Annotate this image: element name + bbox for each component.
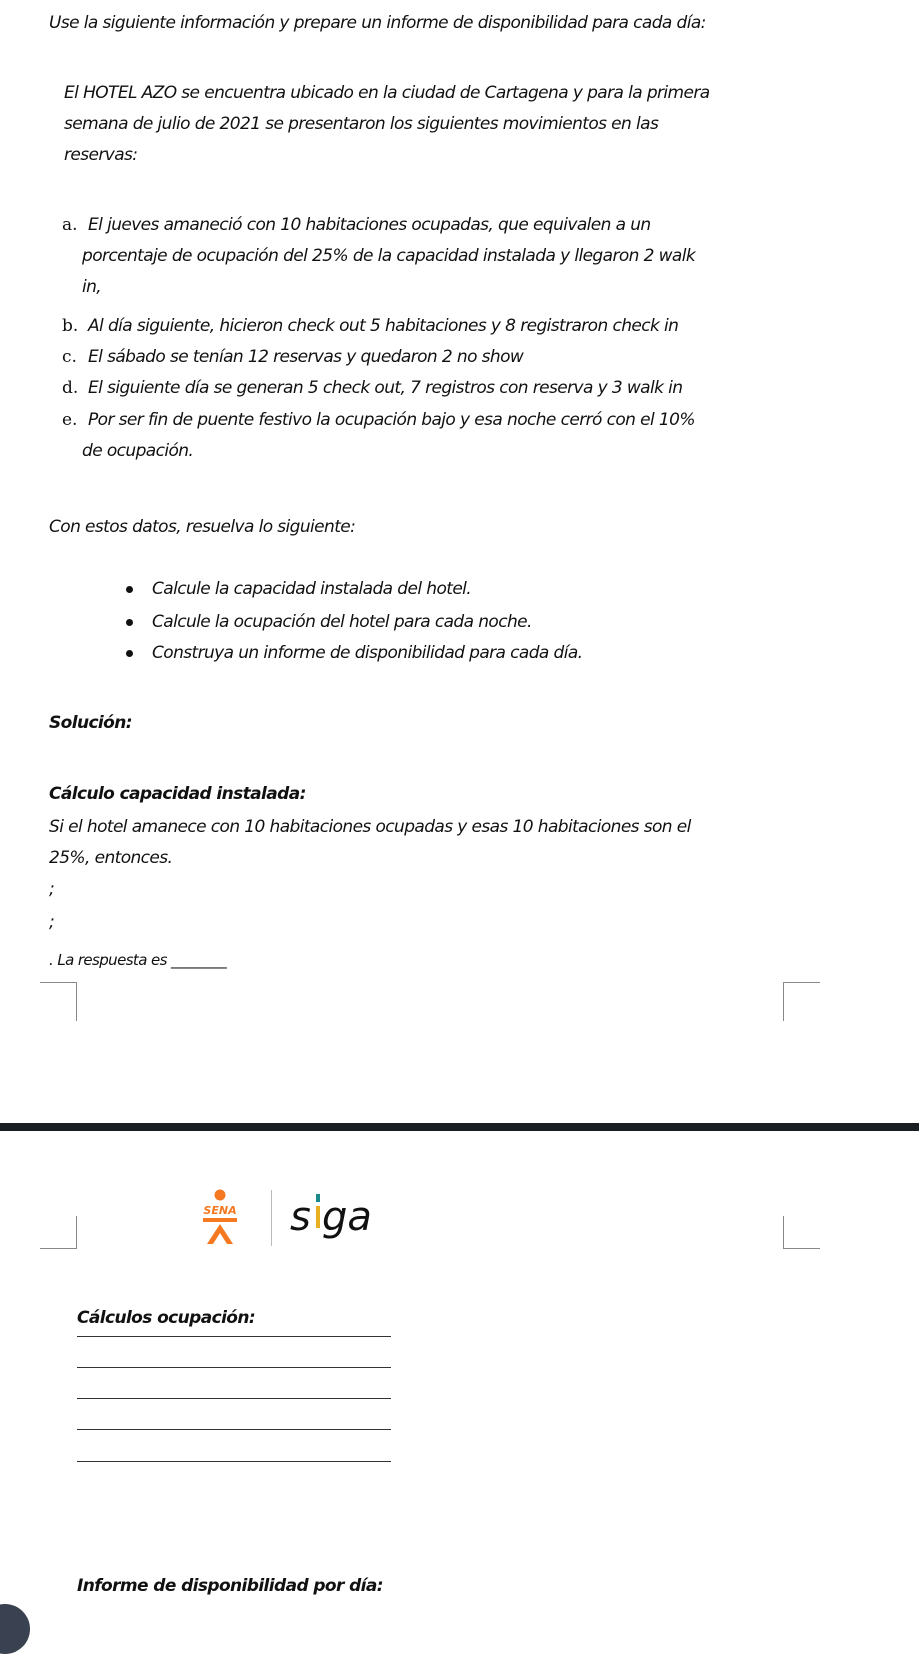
answer-line: . La respuesta es ________ [49,951,227,969]
task-item: Construya un informe de disponibilidad para cada día. [152,643,583,663]
item-letter: a. [62,215,78,235]
item-text: Al día siguiente, hicieron check out 5 habitaciones y 8 registraron check in [88,316,679,336]
item-text: in, [82,277,102,297]
logo-divider [271,1190,272,1246]
crop-mark [783,982,820,1021]
bullet-icon [126,619,133,626]
page-break [0,1123,919,1131]
context-line: semana de julio de 2021 se presentaron los siguientes movimientos en las [64,114,659,134]
occupancy-heading: Cálculos ocupación: [77,1308,256,1328]
task-item: Calcule la ocupación del hotel para cada noche. [152,612,532,632]
item-letter: b. [62,316,79,336]
blank-line[interactable] [77,1461,391,1462]
crop-mark [40,1216,77,1249]
blank-line[interactable] [77,1336,391,1337]
item-text: de ocupación. [82,441,194,461]
item-text: porcentaje de ocupación del 25% de la capacidad instalada y llegaron 2 walk [82,246,696,266]
crop-mark [783,1216,820,1249]
tasks-heading: Con estos datos, resuelva lo siguiente: [49,517,356,537]
blank-line[interactable] [77,1367,391,1368]
item-letter: d. [62,378,79,398]
svg-text:SENA: SENA [203,1204,237,1217]
floating-button[interactable] [0,1604,30,1654]
blank-line[interactable] [77,1429,391,1430]
bullet-icon [126,650,133,657]
item-text: Por ser fin de puente festivo la ocupación bajo y esa noche cerró con el 10% [88,410,695,430]
svg-text:s: s [290,1194,311,1240]
item-letter: e. [62,410,78,430]
blank-line[interactable] [77,1398,391,1399]
crop-mark [40,982,77,1021]
context-line: El HOTEL AZO se encuentra ubicado en la ciudad de Cartagena y para la primera [64,83,710,103]
capacity-line: 25%, entonces. [49,848,173,868]
item-letter: c. [62,347,77,367]
siga-logo [290,1190,372,1248]
context-line: reservas: [64,145,138,165]
capacity-heading: Cálculo capacidad instalada: [49,784,306,804]
svg-text:ga: ga [322,1194,372,1240]
item-text: El sábado se tenían 12 reservas y quedaron 2 no show [88,347,524,367]
semicolon: ; [49,879,55,899]
solution-heading: Solución: [49,713,132,733]
item-text: El jueves amaneció con 10 habitaciones ocupadas, que equivalen a un [88,215,651,235]
task-item: Calcule la capacidad instalada del hotel. [152,579,472,599]
capacity-line: Si el hotel amanece con 10 habitaciones ocupadas y esas 10 habitaciones son el [49,817,691,837]
availability-heading: Informe de disponibilidad por día: [77,1576,383,1596]
item-text: El siguiente día se generan 5 check out, 7 registros con reserva y 3 walk in [88,378,683,398]
intro-text: Use la siguiente información y prepare un informe de disponibilidad para cada día: [49,13,706,33]
bullet-icon [126,586,133,593]
semicolon: ; [49,912,55,932]
sena-logo [199,1188,241,1246]
